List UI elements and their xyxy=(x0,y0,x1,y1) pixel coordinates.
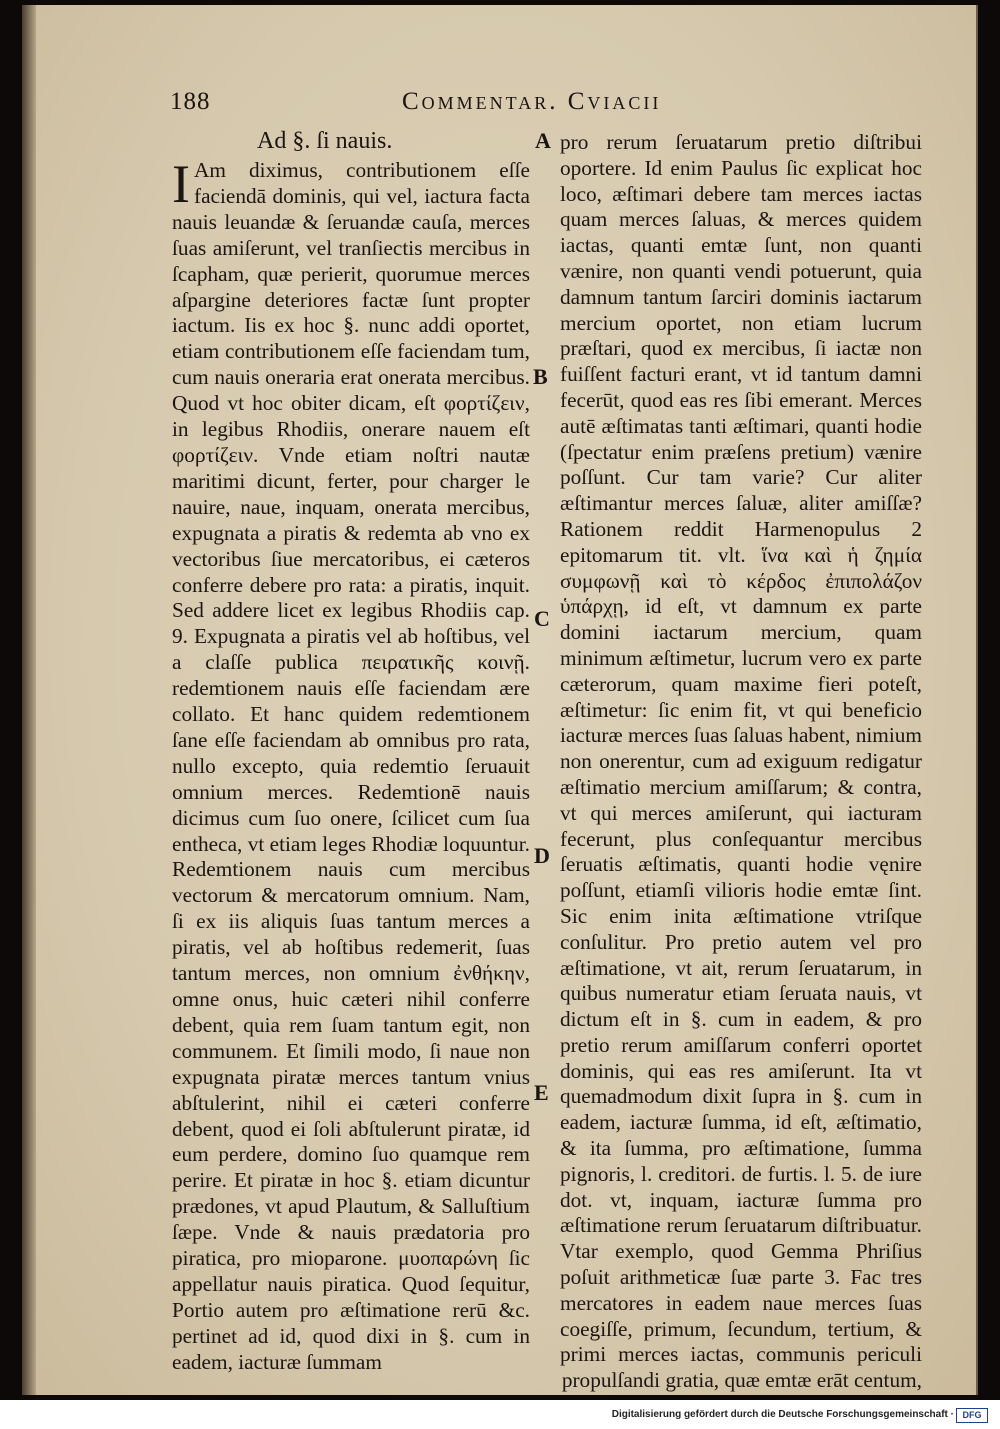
right-column xyxy=(560,130,922,1394)
footer-bar xyxy=(0,1400,1000,1429)
section-title: Ad §. ſi nauis. xyxy=(257,128,393,154)
margin-letter-c: C xyxy=(534,606,550,631)
drop-cap: I xyxy=(172,154,190,214)
funding-notice: Digitalisierung gefördert durch die Deutsche Forschungsgemeinschaft · xyxy=(611,1409,954,1420)
page-header xyxy=(170,88,930,128)
left-column xyxy=(172,154,530,1376)
right-column-text: pro rerum ſeruatarum pretio diſtribui oportere. Id enim Paulus ſic explicat hoc loco, æſtimari debere tam merces iactas quam merces ſaluas, & merces quidem iactas, quanti emtæ ſunt, non quanti vænire, non quanti vendi potuerunt, quia damnum tantum ſarciri dominis iactarum mercium oportet, non etiam lucrum præſtari, quod ex mercibus, ſi iactæ non fuiſſent facturi erant, vt id tantum damni fecerūt, quod eas res ſibi emerant. Merces autē æſtimatas tanti æſtimari, quanti hodie (ſpectatur enim præſens pretium) vænire poſſunt. Cur tam varie? Cur aliter æſtimantur merces ſaluæ, aliter amiſſæ? Rationem reddit Harmenopulus 2 epitomarum tit. vlt. ἵνα καὶ ἡ ζημία συμφωνῇ καὶ τὸ κέρδος ἐπιπολάζον ὑπάρχῃ, id eſt, vt damnum ex parte domini iactarum mercium, quam minimum æſtimetur, lucrum vero ex parte cæterorum, quam maxime fieri poteſt, æſtimetur: ſic enim fit, vt qui beneficio iacturæ merces ſuas ſaluas habent, nimium non onerentur, cum ad exiguum redigatur æſtimatio mercium amiſſarum; & contra, vt qui merces amiſerunt, qui iacturam fecerunt, plus conſequantur mercibus ſeruatis æſtimatis, quanti hodie vęnire poſſunt, etiamſi vilioris hodie emtæ ſint. Sic enim inita æſtimatione vtriſque conſulitur. Pro pretio autem vel pro æſtimatione, vt ait, rerum ſeruatarum, in quibus numeratur etiam ſeruata nauis, vt dictum eſt in §. cum in eadem, & pro pretio rerum amiſſarum conferri oportet dominis, qui eas res amiſerunt. Ita vt quemadmodum dixit ſupra in §. cum in eadem, iacturæ ſumma, id eſt, æſtimatio, & ita ſumma, pro æſtimatione, ſumma pignoris, l. creditori. de furtis. l. 5. de iure dot. vt, inquam, iacturæ ſumma pro æſtimatione rerum ſeruatarum diſtribuatur. Vtar exemplo, quod Gemma Phriſius poſuit arithmeticæ ſuæ parte 3. Fac tres mercatores in eadem naue merces ſuas coegiſſe, primum, ſecundum, tertium, & primi merces iactas, communis periculi propulſandi gratia, quæ emtæ erāt centum, xyxy=(560,130,922,1393)
margin-letter-e: E xyxy=(534,1080,549,1105)
dfg-logo[interactable]: DFG xyxy=(956,1408,988,1423)
page-number: 188 xyxy=(170,88,211,115)
margin-letter-a: A xyxy=(535,128,551,153)
margin-letter-d: D xyxy=(534,843,550,868)
running-head: Commentar. Cviacii xyxy=(402,88,662,115)
page-gutter-shadow xyxy=(22,5,36,1395)
left-column-text: Am diximus, contributionem eſſe faciendā dominis, qui vel, iactura facta nauis leuandæ & ſeruandæ cauſa, merces ſuas amiſerunt, vel tranſiectis mercibus in ſcapham, quæ perierit, quorumue merces aſpargine deteriores factæ ſunt propter iactum. Iis ex hoc §. nunc addi oportet, etiam contributionem eſſe faciendam tum, cum nauis oneraria erat onerata mercibus. Quod vt hoc obiter dicam, eſt φορτίζειν, in legibus Rhodiis, onerare nauem eſt φορτίζειν. Vnde etiam noſtri nautæ maritimi dicunt, ferter, pour charger le nauire, naue, inquam, onerata mercibus, expugnata a piratis & redemta ab vno ex vectoribus ſiue mercatoribus, ei cæteros conferre debere pro rata: a piratis, inquit. Sed addere licet ex legibus Rhodiis cap. 9. Expugnata a piratis vel ab hoſtibus, vel a claſſe publica πειρατικῆς κοινῇ. redemtionem nauis eſſe faciendam ære collato. Et hanc quidem redemtionem ſane eſſe faciendam ab omnibus pro rata, nullo excepto, quia redemtio ſeruauit omnium merces. Redemtionē nauis dicimus cum ſuo onere, ſcilicet cum ſua entheca, vt etiam leges Rhodiæ loquuntur. Redemtionem nauis cum mercibus vectorum & mercatorum omnium. Nam, ſi ex iis aliquis ſuas tantum merces a piratis, vel ab hoſtibus redemerit, ſuas tantum merces, non omnium ἐνθήκην, omne onus, huic cæteri nihil conferre debent, quia rem ſuam tantum egit, non communem. Et ſimili modo, ſi naue non expugnata piratæ merces tantum vnius abſtulerint, nihil ei cæteri conferre debent, quod ei ſoli abſtulerunt piratæ, id eum perdere, domino ſuo quamque rem perire. Et piratæ in hoc §. etiam dicuntur prædones, vt apud Plautum, & Salluſtium ſæpe. Vnde & nauis prædatoria pro piratica, pro mioparone. μυοπαρώνη ſic appellatur nauis piratica. Quod ſequitur, Portio autem pro æſtimatione rerū &c. pertinet ad id, quod dixi in §. cum in eadem, iacturæ ſummam xyxy=(172,158,530,1374)
margin-letter-b: B xyxy=(533,364,548,389)
